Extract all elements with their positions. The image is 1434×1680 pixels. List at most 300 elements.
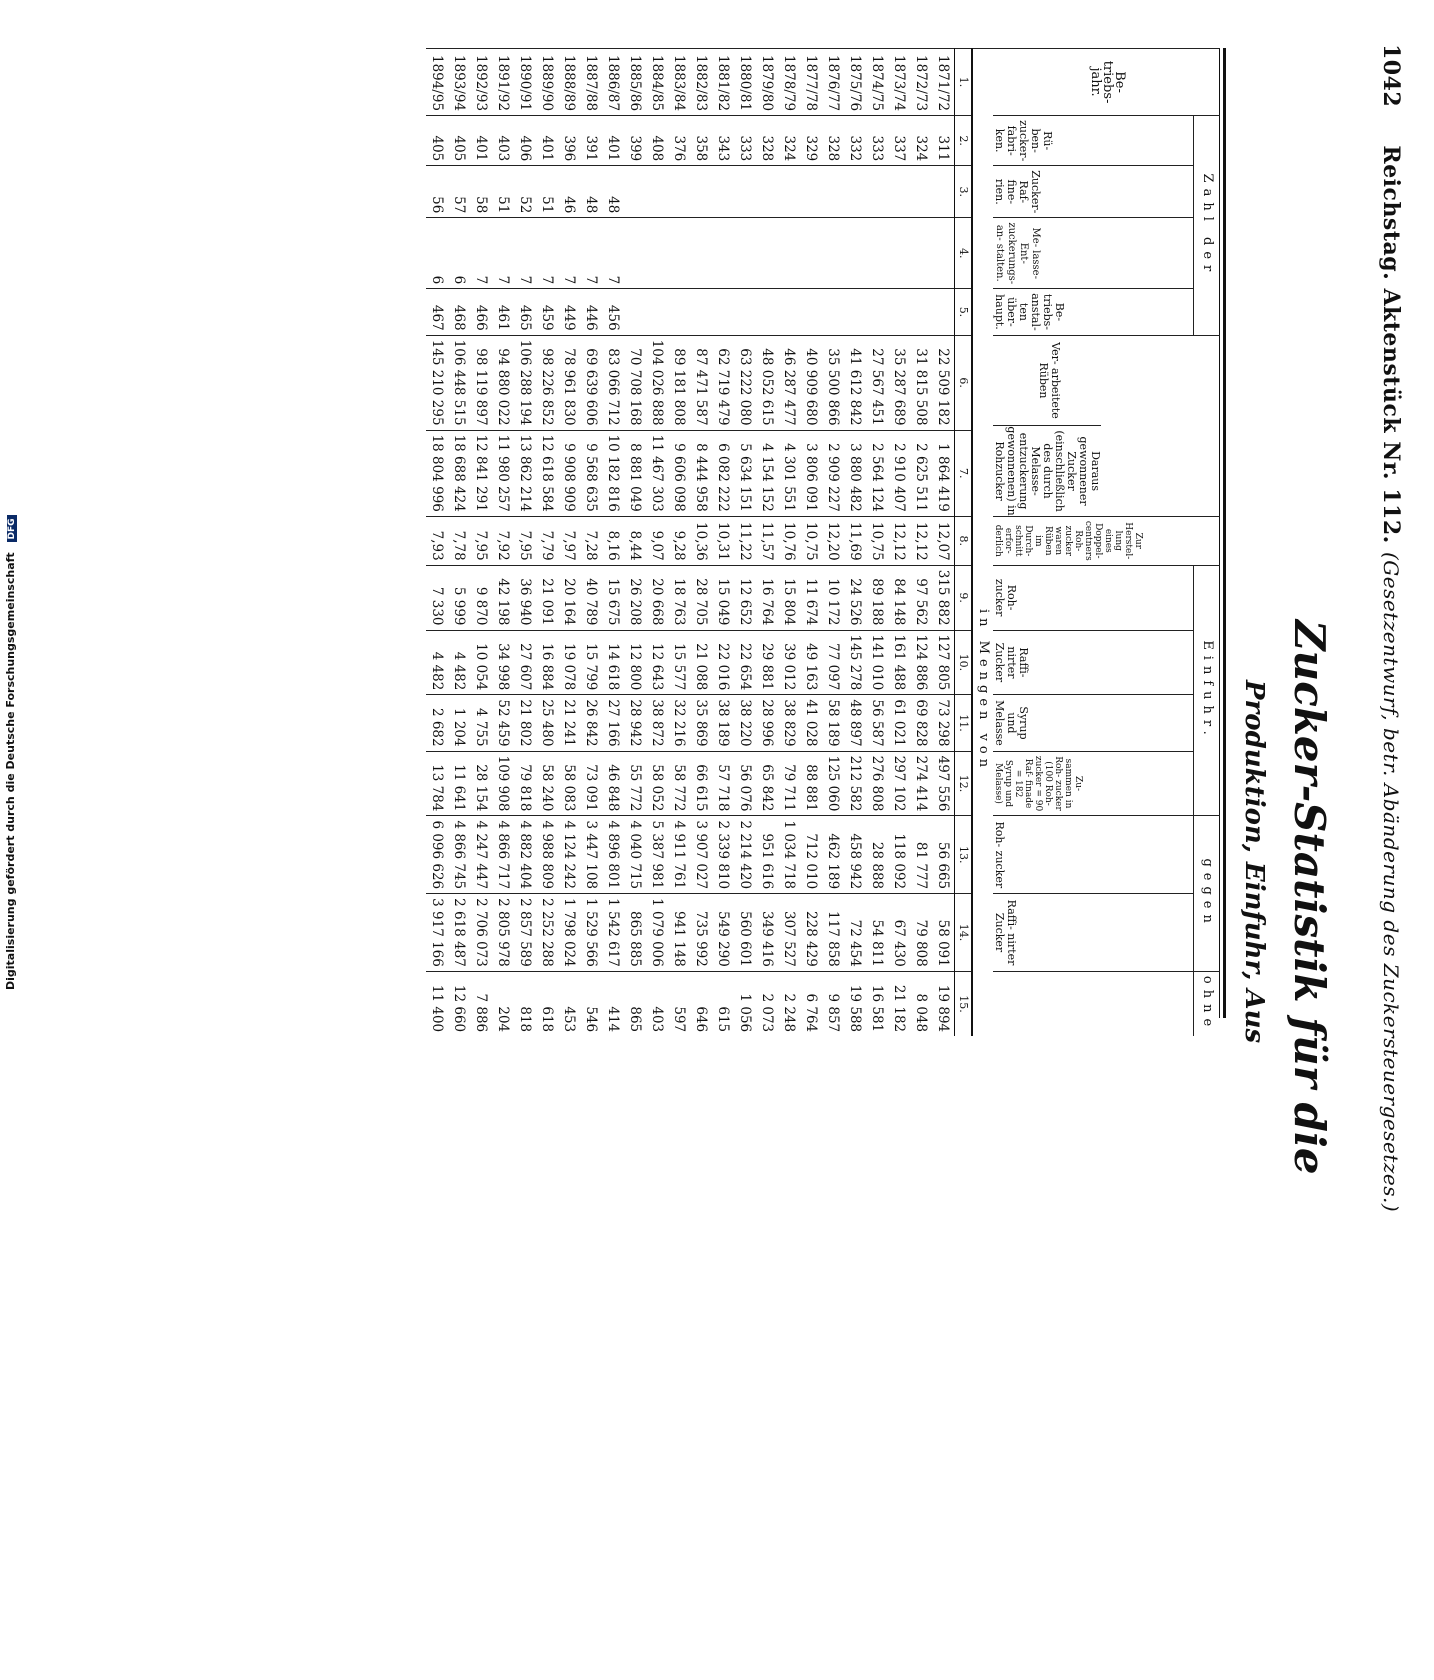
header-col-12: Zu- sammen in Roh- zucker (100 Roh- zucker = 90 Raf- finade = 182 Syrup und Melasse) xyxy=(994,751,1194,816)
value-cell: 329 xyxy=(801,116,823,166)
value-cell: 1 079 006 xyxy=(647,894,669,972)
value-cell: 79 808 xyxy=(911,894,933,972)
value-cell: 25 480 xyxy=(537,695,559,751)
header-col-2: Rü- ben- zucker- fabri- ken. xyxy=(994,116,1194,166)
value-cell: 125 060 xyxy=(823,751,845,816)
table-row xyxy=(779,49,801,1037)
column-number: 3. xyxy=(955,166,973,218)
value-cell: 615 xyxy=(713,971,735,1036)
value-cell: 2 618 487 xyxy=(449,894,471,972)
value-cell: 54 811 xyxy=(867,894,889,972)
value-cell: 10,76 xyxy=(779,516,801,565)
value-cell: 145 278 xyxy=(845,630,867,695)
group-ohne: ohne xyxy=(1194,971,1221,1036)
value-cell: 109 908 xyxy=(493,751,515,816)
value-cell: 5 387 981 xyxy=(647,816,669,894)
value-cell: 26 842 xyxy=(581,695,603,751)
value-cell: 328 xyxy=(757,116,779,166)
value-cell: 12 652 xyxy=(735,565,757,630)
value-cell: 12 660 xyxy=(449,971,471,1036)
value-cell: 333 xyxy=(867,116,889,166)
value-cell: 7 xyxy=(471,218,493,289)
value-cell: 3 806 091 xyxy=(801,430,823,516)
value-cell: 145 210 295 xyxy=(427,335,449,430)
value-cell: 462 189 xyxy=(823,816,845,894)
value-cell: 4 247 447 xyxy=(471,816,493,894)
value-cell: 2 682 xyxy=(427,695,449,751)
value-cell: 35 500 866 xyxy=(823,335,845,430)
value-cell: 12 618 584 xyxy=(537,430,559,516)
value-cell: 7,95 xyxy=(515,516,537,565)
value-cell: 51 xyxy=(537,166,559,218)
column-number: 14. xyxy=(955,894,973,972)
value-cell: 11 674 xyxy=(801,565,823,630)
value-cell: 7,79 xyxy=(537,516,559,565)
value-cell: 9,28 xyxy=(669,516,691,565)
value-cell: 865 xyxy=(625,971,647,1036)
group-zahl: Zahl der xyxy=(1194,116,1221,336)
value-cell: 161 488 xyxy=(889,630,911,695)
value-cell xyxy=(823,218,845,289)
header-col-14: Raffi- nirter Zucker xyxy=(994,894,1194,972)
value-cell: 22 509 182 xyxy=(933,335,956,430)
side-note-text: Digitalisierung gefördert durch die Deutsche Forschungsgemeinschaft xyxy=(4,552,17,990)
header-col-6: Ver- arbeitete Rüben xyxy=(1037,342,1063,419)
value-cell: 446 xyxy=(581,289,603,336)
value-cell: 401 xyxy=(471,116,493,166)
dfg-logo: DFG xyxy=(7,515,17,542)
header-col-10: Raffi- nirter Zucker xyxy=(994,630,1194,695)
value-cell: 81 777 xyxy=(911,816,933,894)
value-cell: 15 675 xyxy=(603,565,625,630)
value-cell xyxy=(823,289,845,336)
value-cell: 58 240 xyxy=(537,751,559,816)
value-cell: 12 800 xyxy=(625,630,647,695)
in-mengen-label: in Mengen von xyxy=(973,49,994,1037)
value-cell: 83 066 712 xyxy=(603,335,625,430)
table-row xyxy=(537,49,559,1037)
value-cell xyxy=(867,166,889,218)
value-cell: 449 xyxy=(559,289,581,336)
value-cell: 7 330 xyxy=(427,565,449,630)
value-cell xyxy=(757,166,779,218)
group-einfuhr: Einfuhr. xyxy=(1194,565,1221,816)
value-cell xyxy=(889,218,911,289)
value-cell: 4 988 809 xyxy=(537,816,559,894)
column-number: 1. xyxy=(955,49,973,116)
value-cell: 28 705 xyxy=(691,565,713,630)
value-cell xyxy=(801,289,823,336)
value-cell: 6 xyxy=(427,218,449,289)
value-cell: 2 073 xyxy=(757,971,779,1036)
value-cell: 4 482 xyxy=(427,630,449,695)
year-cell: 1875/76 xyxy=(845,49,867,116)
value-cell: 2 248 xyxy=(779,971,801,1036)
value-cell: 63 222 080 xyxy=(735,335,757,430)
value-cell: 11,57 xyxy=(757,516,779,565)
running-head-subtext: (Gesetzentwurf, betr. Abänderung des Zuckersteuergesetzes.) xyxy=(1379,552,1403,1213)
table-row xyxy=(493,49,515,1037)
value-cell: 41 612 842 xyxy=(845,335,867,430)
value-cell: 458 942 xyxy=(845,816,867,894)
value-cell: 401 xyxy=(603,116,625,166)
value-cell xyxy=(757,218,779,289)
value-cell xyxy=(735,218,757,289)
table-body xyxy=(427,49,973,1037)
year-cell: 1879/80 xyxy=(757,49,779,116)
value-cell: 1 798 024 xyxy=(559,894,581,972)
value-cell: 69 828 xyxy=(911,695,933,751)
value-cell xyxy=(713,218,735,289)
value-cell: 941 148 xyxy=(669,894,691,972)
value-cell: 61 021 xyxy=(889,695,911,751)
value-cell: 19 588 xyxy=(845,971,867,1036)
table-row xyxy=(603,49,625,1037)
value-cell: 560 601 xyxy=(735,894,757,972)
value-cell: 38 829 xyxy=(779,695,801,751)
value-cell: 1 056 xyxy=(735,971,757,1036)
value-cell: 42 198 xyxy=(493,565,515,630)
value-cell: 4 882 404 xyxy=(515,816,537,894)
value-cell: 7 xyxy=(581,218,603,289)
value-cell: 20 668 xyxy=(647,565,669,630)
value-cell: 58 772 xyxy=(669,751,691,816)
value-cell: 406 xyxy=(515,116,537,166)
value-cell xyxy=(669,218,691,289)
top-rule xyxy=(1223,48,1226,1018)
value-cell: 89 181 808 xyxy=(669,335,691,430)
value-cell xyxy=(779,289,801,336)
value-cell: 24 526 xyxy=(845,565,867,630)
value-cell: 7 xyxy=(493,218,515,289)
value-cell xyxy=(625,218,647,289)
value-cell: 29 881 xyxy=(757,630,779,695)
value-cell: 48 897 xyxy=(845,695,867,751)
value-cell: 12,20 xyxy=(823,516,845,565)
year-cell: 1892/93 xyxy=(471,49,493,116)
value-cell: 2 564 124 xyxy=(867,430,889,516)
value-cell: 40 789 xyxy=(581,565,603,630)
value-cell: 2 339 810 xyxy=(713,816,735,894)
value-cell xyxy=(867,218,889,289)
value-cell: 56 076 xyxy=(735,751,757,816)
sugar-statistics-table xyxy=(427,48,1221,1036)
value-cell: 28 888 xyxy=(867,816,889,894)
value-cell: 52 xyxy=(515,166,537,218)
value-cell: 141 010 xyxy=(867,630,889,695)
value-cell: 118 092 xyxy=(889,816,911,894)
value-cell xyxy=(779,218,801,289)
value-cell: 818 xyxy=(515,971,537,1036)
value-cell: 7,93 xyxy=(427,516,449,565)
value-cell: 549 290 xyxy=(713,894,735,972)
running-head-text: Reichstag. Aktenstück Nr. 112. xyxy=(1378,145,1404,544)
value-cell: 8 048 xyxy=(911,971,933,1036)
side-margin xyxy=(0,0,30,1000)
value-cell: 459 xyxy=(537,289,559,336)
column-number: 15. xyxy=(955,971,973,1036)
value-cell: 8,16 xyxy=(603,516,625,565)
value-cell: 87 471 587 xyxy=(691,335,713,430)
value-cell: 48 xyxy=(581,166,603,218)
value-cell: 5 999 xyxy=(449,565,471,630)
value-cell: 4 866 745 xyxy=(449,816,471,894)
value-cell xyxy=(735,166,757,218)
value-cell: 2 909 227 xyxy=(823,430,845,516)
value-cell: 21 088 xyxy=(691,630,713,695)
value-cell: 78 961 830 xyxy=(559,335,581,430)
year-cell: 1889/90 xyxy=(537,49,559,116)
value-cell: 84 148 xyxy=(889,565,911,630)
value-cell: 79 711 xyxy=(779,751,801,816)
header-col-1: Be- triebs- jahr. xyxy=(994,49,1221,116)
value-cell: 56 665 xyxy=(933,816,956,894)
value-cell: 46 287 477 xyxy=(779,335,801,430)
value-cell: 2 706 073 xyxy=(471,894,493,972)
value-cell: 358 xyxy=(691,116,713,166)
value-cell: 328 xyxy=(823,116,845,166)
value-cell: 20 164 xyxy=(559,565,581,630)
table-row xyxy=(471,49,493,1037)
value-cell xyxy=(625,166,647,218)
value-cell: 403 xyxy=(493,116,515,166)
column-number: 11. xyxy=(955,695,973,751)
value-cell: 11 400 xyxy=(427,971,449,1036)
value-cell: 21 182 xyxy=(889,971,911,1036)
value-cell: 88 881 xyxy=(801,751,823,816)
value-cell: 36 940 xyxy=(515,565,537,630)
value-cell: 6 xyxy=(449,218,471,289)
value-cell: 9 870 xyxy=(471,565,493,630)
value-cell: 38 189 xyxy=(713,695,735,751)
value-cell: 58 189 xyxy=(823,695,845,751)
value-cell: 26 208 xyxy=(625,565,647,630)
column-number: 8. xyxy=(955,516,973,565)
group-gegen: gegen xyxy=(1194,816,1221,971)
value-cell: 8,44 xyxy=(625,516,647,565)
header-col-9: Roh- zucker xyxy=(994,565,1194,630)
table-row xyxy=(713,49,735,1037)
table-row xyxy=(735,49,757,1037)
value-cell: 467 xyxy=(427,289,449,336)
value-cell: 3 880 482 xyxy=(845,430,867,516)
value-cell: 39 012 xyxy=(779,630,801,695)
value-cell: 73 298 xyxy=(933,695,956,751)
column-number: 7. xyxy=(955,430,973,516)
value-cell: 8 881 049 xyxy=(625,430,647,516)
value-cell xyxy=(933,166,956,218)
value-cell xyxy=(669,166,691,218)
table-row xyxy=(757,49,779,1037)
value-cell: 15 577 xyxy=(669,630,691,695)
value-cell: 396 xyxy=(559,116,581,166)
value-cell: 276 808 xyxy=(867,751,889,816)
value-cell xyxy=(735,289,757,336)
value-cell: 453 xyxy=(559,971,581,1036)
value-cell xyxy=(933,289,956,336)
value-cell: 22 654 xyxy=(735,630,757,695)
value-cell: 117 858 xyxy=(823,894,845,972)
value-cell: 51 xyxy=(493,166,515,218)
column-number: 9. xyxy=(955,565,973,630)
value-cell xyxy=(691,218,713,289)
value-cell: 466 xyxy=(471,289,493,336)
value-cell: 3 917 166 xyxy=(427,894,449,972)
value-cell: 349 416 xyxy=(757,894,779,972)
value-cell: 12,12 xyxy=(889,516,911,565)
table-row xyxy=(559,49,581,1037)
value-cell: 46 848 xyxy=(603,751,625,816)
value-cell: 376 xyxy=(669,116,691,166)
column-number: 2. xyxy=(955,116,973,166)
value-cell: 735 992 xyxy=(691,894,713,972)
value-cell: 11,69 xyxy=(845,516,867,565)
value-cell: 94 880 022 xyxy=(493,335,515,430)
value-cell: 646 xyxy=(691,971,713,1036)
value-cell xyxy=(911,218,933,289)
year-cell: 1878/79 xyxy=(779,49,801,116)
value-cell: 204 xyxy=(493,971,515,1036)
value-cell: 13 784 xyxy=(427,751,449,816)
value-cell: 4 301 551 xyxy=(779,430,801,516)
value-cell: 9 606 098 xyxy=(669,430,691,516)
value-cell: 69 639 606 xyxy=(581,335,603,430)
value-cell: 9 908 909 xyxy=(559,430,581,516)
value-cell: 77 097 xyxy=(823,630,845,695)
value-cell: 10,75 xyxy=(801,516,823,565)
year-cell: 1872/73 xyxy=(911,49,933,116)
value-cell: 62 719 479 xyxy=(713,335,735,430)
value-cell: 7 xyxy=(515,218,537,289)
year-cell: 1873/74 xyxy=(889,49,911,116)
value-cell: 1 034 718 xyxy=(779,816,801,894)
value-cell: 1 529 566 xyxy=(581,894,603,972)
value-cell: 48 052 615 xyxy=(757,335,779,430)
value-cell: 57 xyxy=(449,166,471,218)
value-cell: 70 708 168 xyxy=(625,335,647,430)
value-cell: 58 091 xyxy=(933,894,956,972)
page-number: 1042 xyxy=(1378,44,1404,108)
value-cell: 274 414 xyxy=(911,751,933,816)
value-cell: 12 841 291 xyxy=(471,430,493,516)
value-cell: 18 804 996 xyxy=(427,430,449,516)
value-cell: 12,12 xyxy=(911,516,933,565)
column-number-row xyxy=(955,49,973,1037)
value-cell: 21 091 xyxy=(537,565,559,630)
value-cell: 16 764 xyxy=(757,565,779,630)
value-cell xyxy=(845,289,867,336)
year-cell: 1881/82 xyxy=(713,49,735,116)
header-col-11: Syrup und Melasse xyxy=(994,695,1194,751)
value-cell: 7,92 xyxy=(493,516,515,565)
value-cell: 1 864 419 xyxy=(933,430,956,516)
header-col-8: Zur Herstel- lung eines Doppel- centners Roh- zucker waren Rüben im Durch- schnitt erfor- derlich xyxy=(994,516,1221,565)
value-cell: 456 xyxy=(603,289,625,336)
value-cell: 401 xyxy=(537,116,559,166)
value-cell: 41 028 xyxy=(801,695,823,751)
value-cell: 106 288 194 xyxy=(515,335,537,430)
column-number: 4. xyxy=(955,218,973,289)
table-row xyxy=(515,49,537,1037)
value-cell: 28 996 xyxy=(757,695,779,751)
value-cell: 28 942 xyxy=(625,695,647,751)
value-cell: 27 607 xyxy=(515,630,537,695)
value-cell: 35 869 xyxy=(691,695,713,751)
value-cell: 21 802 xyxy=(515,695,537,751)
value-cell: 12,07 xyxy=(933,516,956,565)
value-cell: 98 119 897 xyxy=(471,335,493,430)
value-cell: 10 054 xyxy=(471,630,493,695)
year-cell: 1871/72 xyxy=(933,49,956,116)
column-number: 10. xyxy=(955,630,973,695)
value-cell: 4 755 xyxy=(471,695,493,751)
value-cell: 27 567 451 xyxy=(867,335,889,430)
value-cell: 2 214 420 xyxy=(735,816,757,894)
value-cell xyxy=(845,166,867,218)
page-title: Zucker-Statistik für die xyxy=(1285,620,1334,1175)
value-cell xyxy=(933,218,956,289)
value-cell: 98 226 852 xyxy=(537,335,559,430)
value-cell: 16 884 xyxy=(537,630,559,695)
value-cell: 38 220 xyxy=(735,695,757,751)
value-cell: 56 xyxy=(427,166,449,218)
value-cell: 618 xyxy=(537,971,559,1036)
value-cell: 10,75 xyxy=(867,516,889,565)
value-cell: 2 625 511 xyxy=(911,430,933,516)
value-cell xyxy=(889,166,911,218)
value-cell: 18 688 424 xyxy=(449,430,471,516)
value-cell: 6 764 xyxy=(801,971,823,1036)
value-cell: 58 xyxy=(471,166,493,218)
value-cell: 7,95 xyxy=(471,516,493,565)
value-cell: 7,28 xyxy=(581,516,603,565)
value-cell: 11,22 xyxy=(735,516,757,565)
value-cell: 10,36 xyxy=(691,516,713,565)
value-cell: 13 862 214 xyxy=(515,430,537,516)
value-cell: 2 857 589 xyxy=(515,894,537,972)
value-cell xyxy=(713,289,735,336)
value-cell xyxy=(669,289,691,336)
value-cell: 104 026 888 xyxy=(647,335,669,430)
value-cell: 32 216 xyxy=(669,695,691,751)
value-cell: 333 xyxy=(735,116,757,166)
value-cell: 16 581 xyxy=(867,971,889,1036)
value-cell xyxy=(713,166,735,218)
value-cell xyxy=(647,218,669,289)
value-cell: 52 459 xyxy=(493,695,515,751)
column-number: 5. xyxy=(955,289,973,336)
value-cell: 10 182 816 xyxy=(603,430,625,516)
year-cell: 1894/95 xyxy=(427,49,449,116)
value-cell: 212 582 xyxy=(845,751,867,816)
table-row xyxy=(889,49,911,1037)
value-cell: 465 xyxy=(515,289,537,336)
value-cell: 40 909 680 xyxy=(801,335,823,430)
table-row xyxy=(669,49,691,1037)
value-cell: 403 xyxy=(647,971,669,1036)
table-row xyxy=(581,49,603,1037)
value-cell: 10,31 xyxy=(713,516,735,565)
value-cell: 35 287 689 xyxy=(889,335,911,430)
value-cell: 11 980 257 xyxy=(493,430,515,516)
value-cell: 12 643 xyxy=(647,630,669,695)
value-cell: 324 xyxy=(779,116,801,166)
year-cell: 1887/88 xyxy=(581,49,603,116)
value-cell: 56 587 xyxy=(867,695,889,751)
value-cell: 15 799 xyxy=(581,630,603,695)
value-cell: 332 xyxy=(845,116,867,166)
value-cell: 1 542 617 xyxy=(603,894,625,972)
